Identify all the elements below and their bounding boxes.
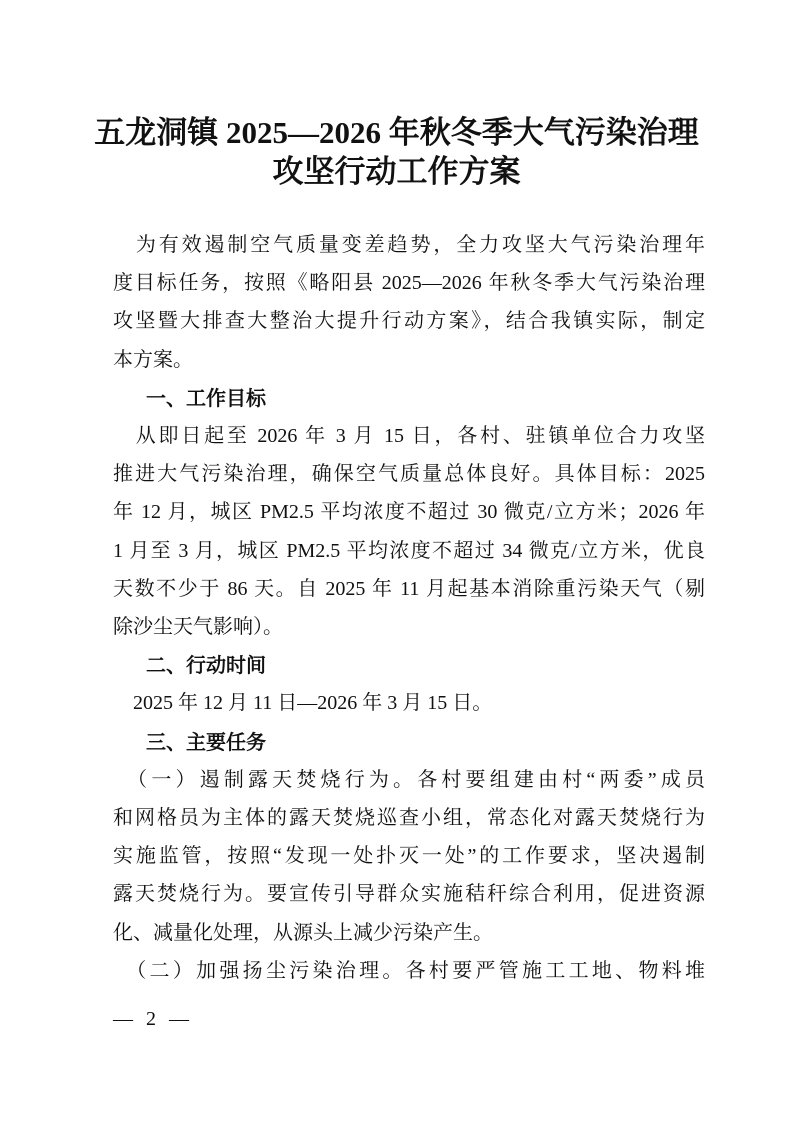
paragraph-line: 从即日起至 2026 年 3 月 15 日，各村、驻镇单位合力攻坚 [113, 425, 705, 448]
paragraph-line: 攻坚暨大排查大整治大提升行动方案》，结合我镇实际，制定 [113, 310, 705, 333]
paragraph-line: （二）加强扬尘污染治理。各村要严管施工工地、物料堆 [113, 959, 705, 982]
document-title-line-2: 攻坚行动工作方案 [272, 154, 521, 189]
section-heading [113, 379, 705, 417]
heading-text: 三、主要任务 [146, 729, 266, 754]
paragraph-line: 露天焚烧行为。要宣传引导群众实施秸秆综合利用，促进资源 [113, 883, 705, 906]
document-title-line-1: 五龙洞镇 2025—2026 年秋冬季大气污染治理 [94, 115, 699, 150]
paragraph-line: 2025 年 12 月 11 日—2026 年 3 月 15 日。 [113, 692, 493, 715]
heading-text: 二、行动时间 [146, 653, 266, 678]
paragraph-line: 化、减量化处理，从源头上减少污染产生。 [113, 921, 493, 944]
document-body [113, 226, 705, 990]
paragraph-line: 天数不少于 86 天。自 2025 年 11 月起基本消除重污染天气（剔 [113, 577, 705, 600]
section-heading [113, 723, 705, 761]
paragraph-line: 1 月至 3 月，城区 PM2.5 平均浓度不超过 34 微克/立方米，优良 [113, 539, 705, 562]
paragraph [113, 417, 705, 646]
paragraph-line: 年 12 月，城区 PM2.5 平均浓度不超过 30 微克/立方米；2026 年 [113, 501, 705, 524]
document-title [40, 113, 753, 191]
paragraph-line: 推进大气污染治理，确保空气质量总体良好。具体目标：2025 [113, 463, 705, 486]
paragraph-line: （一）遏制露天焚烧行为。各村要组建由村“两委”成员 [113, 768, 705, 791]
paragraph-line: 度目标任务，按照《略阳县 2025—2026 年秋冬季大气污染治理 [113, 272, 705, 295]
paragraph [113, 684, 705, 722]
paragraph-line: 实施监管，按照“发现一处扑灭一处”的工作要求，坚决遏制 [113, 845, 705, 868]
paragraph-line: 和网格员为主体的露天焚烧巡查小组，常态化对露天焚烧行为 [113, 807, 705, 830]
heading-text: 一、工作目标 [146, 385, 266, 410]
paragraph-line: 为有效遏制空气质量变差趋势，全力攻坚大气污染治理年 [113, 234, 705, 256]
paragraph [113, 952, 705, 990]
paragraph [113, 761, 705, 952]
paragraph-line: 除沙尘天气影响）。 [113, 616, 283, 639]
paragraph [113, 226, 705, 379]
page-number: — 2 — [113, 1008, 193, 1030]
paragraph-line: 本方案。 [113, 348, 193, 371]
section-heading [113, 646, 705, 684]
